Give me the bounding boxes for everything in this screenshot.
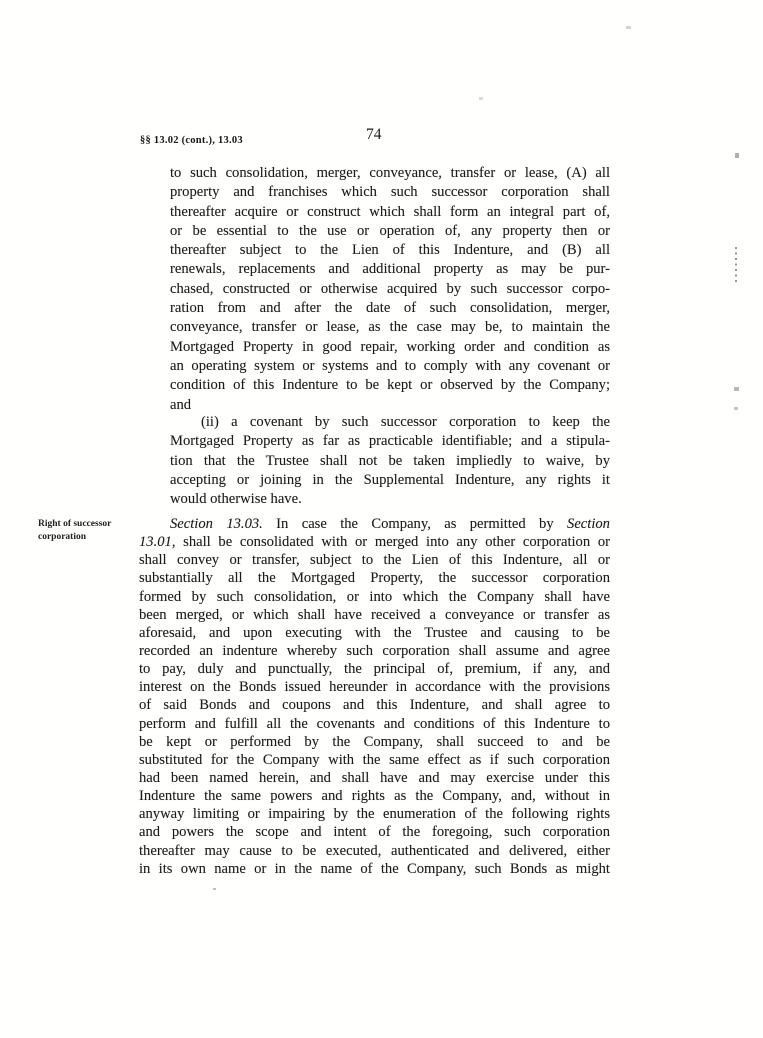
text-line: of said Bonds and coupons and this Indenture, and shall agree to	[139, 697, 610, 714]
text-line: had been named herein, and shall have and may exercise under this	[139, 769, 610, 786]
text-line: substantially all the Mortgaged Property, the successor corporation	[139, 570, 610, 587]
text-line: been merged, or which shall have received a conveyance or transfer as	[139, 606, 610, 623]
text-line: Indenture the same powers and rights as the Company, and, without in	[139, 788, 610, 805]
text-line	[139, 515, 610, 533]
text-line: (ii) a covenant by such successor corporation to keep the	[201, 414, 610, 430]
text-line: anyway limiting or impairing by the enumeration of the following rights	[139, 806, 610, 823]
text-segment: In case the Company, as permitted by	[262, 516, 568, 532]
text-line: ration from and after the date of such consolidation, merger,	[170, 300, 610, 317]
text-line: conveyance, transfer or lease, as the case may be, to maintain the	[170, 319, 610, 336]
text-line: tion that the Trustee shall not be taken impliedly to waive, by	[170, 452, 610, 469]
scan-speck	[734, 387, 739, 391]
text-line: shall convey or transfer, subject to the Lien of this Indenture, all or	[139, 552, 610, 569]
text-line: and	[170, 396, 192, 413]
page-number: 74	[366, 126, 382, 143]
running-head-section-ref: §§ 13.02 (cont.), 13.03	[140, 135, 243, 146]
text-line: and powers the scope and intent of the foregoing, such corporation	[139, 824, 610, 841]
text-line: or be essential to the use or operation of, any property then or	[170, 222, 610, 239]
paragraph-runover-clause-i	[170, 164, 610, 415]
text-line: be kept or performed by the Company, shall succeed to and be	[139, 733, 610, 750]
paragraph-clause-ii	[170, 413, 610, 509]
text-line: would otherwise have.	[170, 491, 302, 508]
text-line: renewals, replacements and additional property as may be pur-	[170, 261, 610, 278]
text-line: condition of this Indenture to be kept or observed by the Company;	[170, 377, 610, 394]
section-reference-italic: 13.01,	[139, 534, 176, 551]
scan-speck	[735, 153, 739, 158]
scan-speck	[734, 407, 738, 410]
text-line: Mortgaged Property in good repair, working order and condition as	[170, 338, 610, 355]
text-line: formed by such consolidation, or into which the Company shall have	[139, 588, 610, 605]
text-line: recorded an indenture whereby such corporation shall assume and agree	[139, 642, 610, 659]
text-line: accepting or joining in the Supplemental Indenture, any rights it	[170, 471, 610, 488]
section-reference-italic: Section	[567, 516, 610, 532]
text-line: thereafter acquire or construct which shall form an integral part of,	[170, 203, 610, 220]
text-line	[139, 533, 610, 551]
text-line: thereafter may cause to be executed, authenticated and delivered, either	[139, 842, 610, 859]
paragraph-section-13-03	[139, 515, 610, 878]
section-number-italic: Section 13.03.	[170, 516, 263, 532]
text-line: perform and fulfill all the covenants and conditions of this Indenture to	[139, 715, 610, 732]
text-line: Mortgaged Property as far as practicable identifiable; and a stipula-	[170, 433, 610, 450]
scan-speck	[213, 888, 216, 890]
text-line: substituted for the Company with the same effect as if such corporation	[139, 751, 610, 768]
text-line: to pay, duly and punctually, the principal of, premium, if any, and	[139, 661, 610, 678]
text-line: thereafter subject to the Lien of this Indenture, and (B) all	[170, 242, 610, 259]
margin-note: Right of successor corporation	[38, 519, 112, 542]
text-line: in its own name or in the name of the Company, such Bonds as might	[139, 860, 610, 877]
text-segment: shall be consolidated with or merged into any other corporation or	[175, 534, 610, 551]
scan-dotted-line-artifact	[735, 247, 737, 285]
text-line: an operating system or systems and to comply with any covenant or	[170, 357, 610, 374]
text-line: interest on the Bonds issued hereunder in accordance with the provisions	[139, 679, 610, 696]
text-line: property and franchises which such successor corporation shall	[170, 184, 610, 201]
text-line: to such consolidation, merger, conveyance, transfer or lease, (A) all	[170, 165, 610, 181]
scan-speck	[479, 97, 483, 100]
text-line: aforesaid, and upon executing with the Trustee and causing to be	[139, 624, 610, 641]
scan-speck	[626, 26, 631, 29]
text-line: chased, constructed or otherwise acquired by such successor corpo-	[170, 280, 610, 297]
